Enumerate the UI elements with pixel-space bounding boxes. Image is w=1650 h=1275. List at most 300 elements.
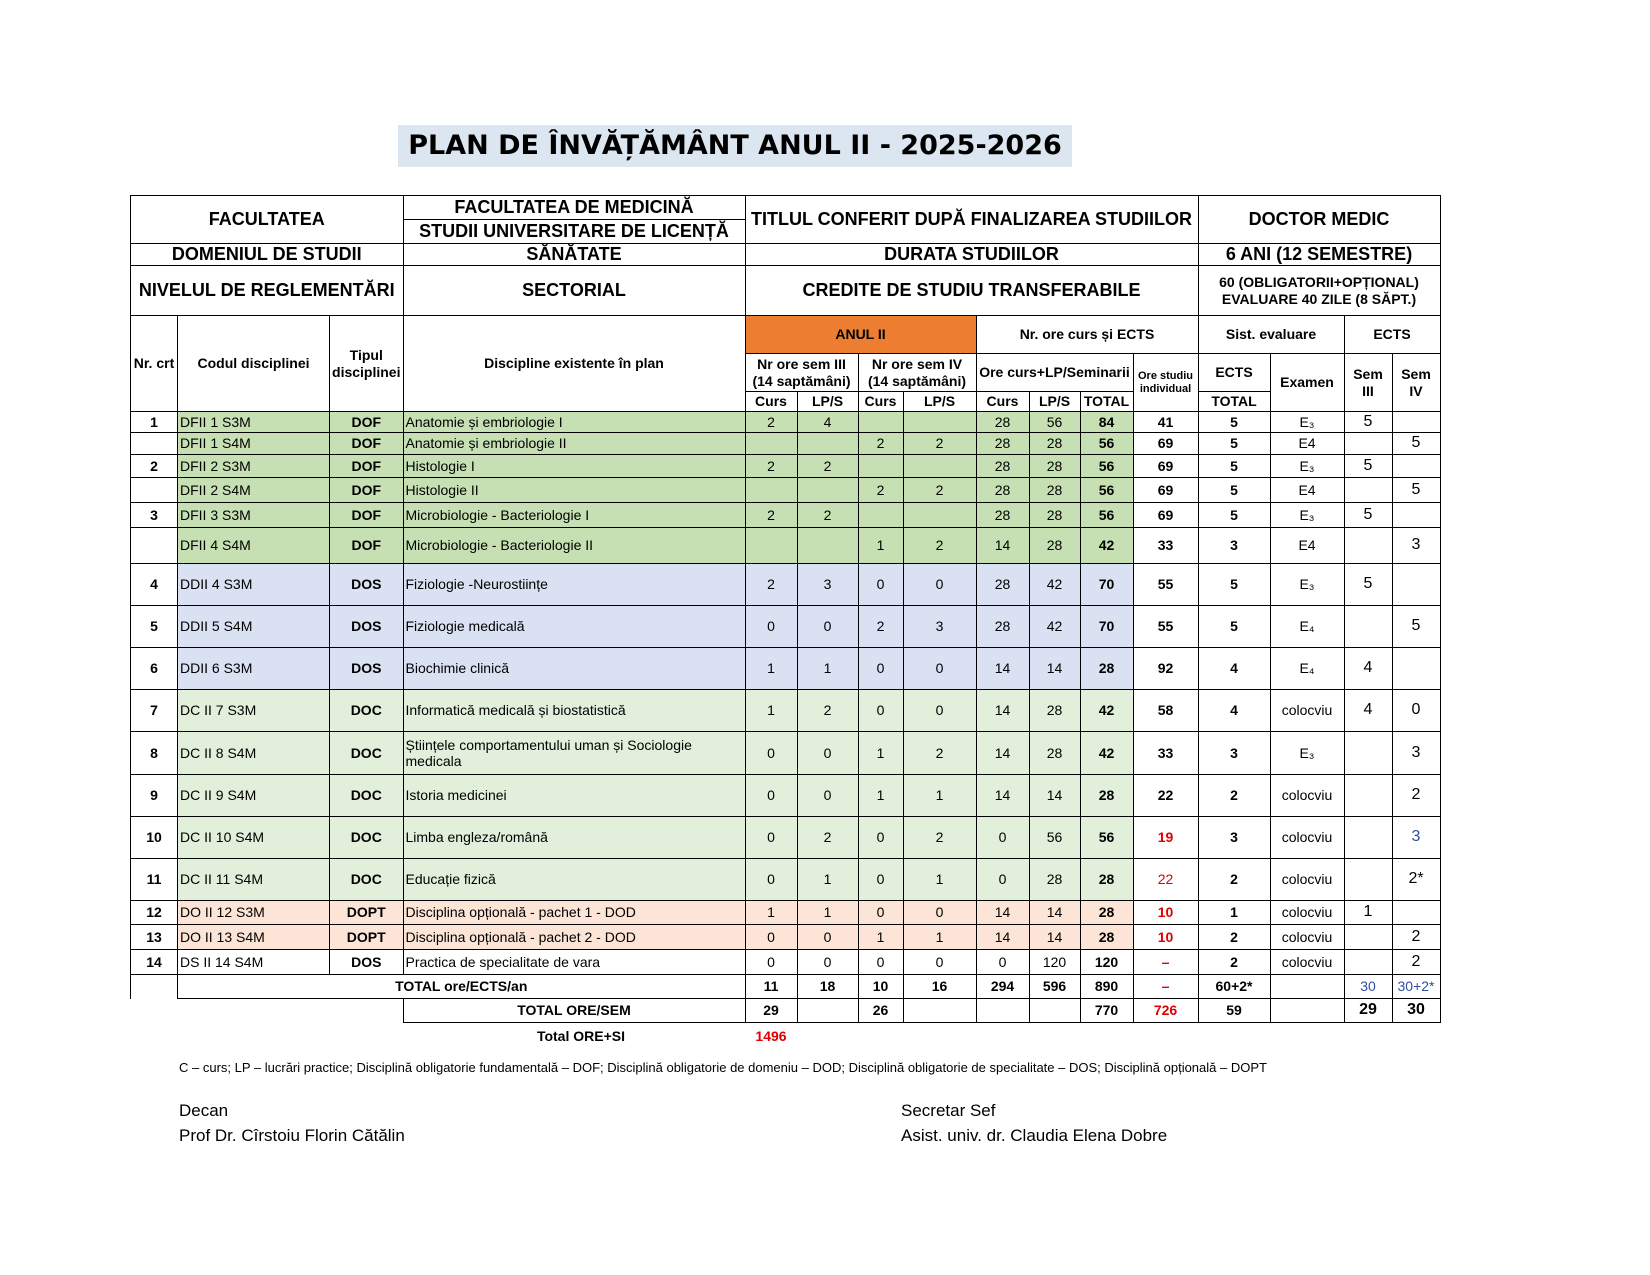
discipline-name: Biochimie clinică xyxy=(403,648,745,690)
table-row xyxy=(131,925,1441,950)
hours-s3c xyxy=(745,528,797,564)
discipline-type: DOS xyxy=(330,648,404,690)
exam-type: E₃ xyxy=(1270,503,1344,528)
totals-year-row xyxy=(131,975,1441,999)
totals-year-curs: 294 xyxy=(976,975,1029,999)
discipline-name: Fiziologie medicală xyxy=(403,606,745,648)
header-tip: Tipul disciplinei xyxy=(330,316,404,412)
totals-sem-row xyxy=(131,999,1441,1023)
exam-type: E₄ xyxy=(1270,606,1344,648)
hours-s4l: 2 xyxy=(903,478,976,503)
facultatea-value: FACULTATEA DE MEDICINĂ xyxy=(403,196,745,220)
header-s4-curs: Curs xyxy=(858,392,903,412)
empty-cell xyxy=(1270,999,1344,1023)
hours-total: 28 xyxy=(1080,925,1133,950)
hours-lps: 28 xyxy=(1029,690,1080,732)
discipline-code: DFII 3 S3M xyxy=(178,503,330,528)
row-number: 14 xyxy=(131,950,178,975)
discipline-type: DOF xyxy=(330,503,404,528)
studii-value: STUDII UNIVERSITARE DE LICENȚĂ xyxy=(403,220,745,244)
credite-label: CREDITE DE STUDIU TRANSFERABILE xyxy=(745,266,1198,316)
discipline-code: DFII 4 S4M xyxy=(178,528,330,564)
discipline-type: DOPT xyxy=(330,925,404,950)
durata-label: DURATA STUDIILOR xyxy=(745,244,1198,266)
header-anul: ANUL II xyxy=(745,316,976,354)
spacer xyxy=(131,999,404,1023)
hours-s3l: 0 xyxy=(797,950,858,975)
hours-total: 42 xyxy=(1080,528,1133,564)
table-row xyxy=(131,859,1441,901)
header-nr-ore: Nr. ore curs și ECTS xyxy=(976,316,1198,354)
totals-sem-total: 770 xyxy=(1080,999,1133,1023)
hours-curs: 28 xyxy=(976,433,1029,455)
hours-s4l: 0 xyxy=(903,950,976,975)
individual-study: 33 xyxy=(1133,732,1198,775)
discipline-type: DOF xyxy=(330,455,404,478)
ects-sem4: 2 xyxy=(1392,775,1440,817)
ects-sem3: 5 xyxy=(1344,455,1392,478)
hours-curs: 14 xyxy=(976,648,1029,690)
header-sist-evaluare: Sist. evaluare xyxy=(1198,316,1344,354)
ects-total: 4 xyxy=(1198,690,1270,732)
hours-s4l: 0 xyxy=(903,690,976,732)
discipline-name: Limba engleza/română xyxy=(403,817,745,859)
row-number: 13 xyxy=(131,925,178,950)
hours-s3c xyxy=(745,433,797,455)
ects-total: 5 xyxy=(1198,455,1270,478)
individual-study: 19 xyxy=(1133,817,1198,859)
individual-study: 33 xyxy=(1133,528,1198,564)
hours-s4c xyxy=(858,412,903,433)
header-sem-iii: Sem III xyxy=(1344,354,1392,412)
ects-sem3: 1 xyxy=(1344,901,1392,925)
hours-s4c: 1 xyxy=(858,732,903,775)
header-ects: ECTS xyxy=(1344,316,1440,354)
header-nr: Nr. crt xyxy=(131,316,178,412)
signature-left xyxy=(179,1098,405,1148)
nivelul-value: SECTORIAL xyxy=(403,266,745,316)
hours-s3l: 0 xyxy=(797,606,858,648)
discipline-type: DOPT xyxy=(330,901,404,925)
table-row xyxy=(131,503,1441,528)
hours-s4l xyxy=(903,455,976,478)
table-row xyxy=(131,433,1441,455)
hours-lps: 28 xyxy=(1029,503,1080,528)
signature-right xyxy=(901,1098,1167,1148)
header-curs: Curs xyxy=(976,392,1029,412)
ects-sem3: 5 xyxy=(1344,412,1392,433)
table-row xyxy=(131,478,1441,503)
hours-lps: 14 xyxy=(1029,925,1080,950)
individual-study: 58 xyxy=(1133,690,1198,732)
exam-type: E₃ xyxy=(1270,732,1344,775)
hours-total: 56 xyxy=(1080,478,1133,503)
hours-s3l xyxy=(797,528,858,564)
hours-s3c: 1 xyxy=(745,690,797,732)
hours-s3l xyxy=(797,433,858,455)
row-number: 3 xyxy=(131,503,178,528)
hours-s3c: 0 xyxy=(745,732,797,775)
durata-value: 6 ANI (12 SEMESTRE) xyxy=(1198,244,1440,266)
hours-curs: 28 xyxy=(976,503,1029,528)
hours-s4l: 1 xyxy=(903,925,976,950)
hours-s4l: 0 xyxy=(903,648,976,690)
dean-name: Prof Dr. Cîrstoiu Florin Cătălin xyxy=(179,1126,405,1145)
table-row xyxy=(131,564,1441,606)
table-row xyxy=(131,606,1441,648)
row-number: 8 xyxy=(131,732,178,775)
ects-total: 5 xyxy=(1198,564,1270,606)
totals-year-s4l: 16 xyxy=(903,975,976,999)
discipline-name: Practica de specialitate de vara xyxy=(403,950,745,975)
ects-sem4: 2 xyxy=(1392,950,1440,975)
discipline-type: DOC xyxy=(330,775,404,817)
exam-type: colocviu xyxy=(1270,925,1344,950)
exam-type: E4 xyxy=(1270,478,1344,503)
ects-sem4 xyxy=(1392,901,1440,925)
hours-lps: 120 xyxy=(1029,950,1080,975)
legend: C – curs; LP – lucrări practice; Disciplină obligatorie fundamentală – DOF; Disciplină obligatorie de domeniu – DOD; Disciplină obligatorie de specialitate – DOS; Disciplină opțională – DOPT xyxy=(179,1060,1267,1075)
table-row xyxy=(131,950,1441,975)
discipline-type: DOF xyxy=(330,412,404,433)
totals-year-sem4: 30+2* xyxy=(1392,975,1440,999)
discipline-name: Anatomie și embriologie I xyxy=(403,412,745,433)
ects-sem3: 5 xyxy=(1344,503,1392,528)
ects-sem4 xyxy=(1392,564,1440,606)
discipline-name: Istoria medicinei xyxy=(403,775,745,817)
ects-sem3 xyxy=(1344,732,1392,775)
ects-sem3: 4 xyxy=(1344,690,1392,732)
individual-study: 55 xyxy=(1133,606,1198,648)
exam-type: E₃ xyxy=(1270,455,1344,478)
hours-total: 28 xyxy=(1080,859,1133,901)
hours-curs: 14 xyxy=(976,901,1029,925)
curriculum-table xyxy=(130,195,1441,1049)
ects-sem4: 3 xyxy=(1392,732,1440,775)
total-ore-si-value: 1496 xyxy=(755,1027,787,1044)
hours-lps: 28 xyxy=(1029,478,1080,503)
totals-sem-ects: 59 xyxy=(1198,999,1270,1023)
secretary-name: Asist. univ. dr. Claudia Elena Dobre xyxy=(901,1126,1168,1145)
ects-total: 2 xyxy=(1198,859,1270,901)
table-row xyxy=(131,412,1441,433)
hours-s4c: 0 xyxy=(858,950,903,975)
row-number: 5 xyxy=(131,606,178,648)
nivelul-label: NIVELUL DE REGLEMENTĂRI xyxy=(131,266,404,316)
individual-study: 69 xyxy=(1133,455,1198,478)
ects-sem4: 3 xyxy=(1392,817,1440,859)
ects-total: 5 xyxy=(1198,606,1270,648)
totals-sem-studiu: 726 xyxy=(1133,999,1198,1023)
header-lps: LP/S xyxy=(1029,392,1080,412)
discipline-type: DOS xyxy=(330,564,404,606)
row-number: 12 xyxy=(131,901,178,925)
hours-s4c: 0 xyxy=(858,859,903,901)
spacer xyxy=(797,1023,1440,1049)
ects-sem4: 5 xyxy=(1392,478,1440,503)
ects-total: 5 xyxy=(1198,412,1270,433)
hours-s3l: 2 xyxy=(797,455,858,478)
totals-year-total: 890 xyxy=(1080,975,1133,999)
discipline-code: DC II 9 S4M xyxy=(178,775,330,817)
hours-curs: 28 xyxy=(976,412,1029,433)
totals-year-ects: 60+2* xyxy=(1198,975,1270,999)
exam-type: colocviu xyxy=(1270,775,1344,817)
discipline-name: Informatică medicală și biostatistică xyxy=(403,690,745,732)
discipline-type: DOC xyxy=(330,859,404,901)
discipline-name: Anatomie și embriologie II xyxy=(403,433,745,455)
discipline-code: DFII 2 S3M xyxy=(178,455,330,478)
hours-curs: 28 xyxy=(976,606,1029,648)
ects-total: 1 xyxy=(1198,901,1270,925)
ects-sem4: 3 xyxy=(1392,528,1440,564)
page-title: PLAN DE ÎNVĂȚĂMÂNT ANUL II - 2025-2026 xyxy=(398,125,1072,167)
hours-total: 42 xyxy=(1080,732,1133,775)
discipline-name: Histologie I xyxy=(403,455,745,478)
hours-s4l: 2 xyxy=(903,732,976,775)
hours-curs: 28 xyxy=(976,478,1029,503)
header-discipline: Discipline existente în plan xyxy=(403,316,745,412)
totals-year-s4c: 10 xyxy=(858,975,903,999)
hours-s4l: 2 xyxy=(903,433,976,455)
ects-total: 4 xyxy=(1198,648,1270,690)
credite-value-line1: 60 (OBLIGATORII+OPȚIONAL) xyxy=(1219,274,1419,291)
discipline-type: DOC xyxy=(330,690,404,732)
discipline-type: DOF xyxy=(330,433,404,455)
ects-total: 5 xyxy=(1198,478,1270,503)
hours-s4c: 0 xyxy=(858,901,903,925)
discipline-name: Educație fizică xyxy=(403,859,745,901)
discipline-name: Fiziologie -Neurostiințe xyxy=(403,564,745,606)
ects-sem3 xyxy=(1344,925,1392,950)
hours-s3c: 2 xyxy=(745,412,797,433)
hours-s3c: 0 xyxy=(745,950,797,975)
hours-s3c: 2 xyxy=(745,455,797,478)
ects-sem3 xyxy=(1344,433,1392,455)
hours-lps: 28 xyxy=(1029,528,1080,564)
ects-sem4 xyxy=(1392,455,1440,478)
hours-s4l: 3 xyxy=(903,606,976,648)
totals-sem-sem3: 29 xyxy=(1344,999,1392,1023)
ects-total: 2 xyxy=(1198,950,1270,975)
hours-s4c xyxy=(858,455,903,478)
ects-sem3 xyxy=(1344,859,1392,901)
table-row xyxy=(131,775,1441,817)
domeniul-label: DOMENIUL DE STUDII xyxy=(131,244,404,266)
hours-s3l: 4 xyxy=(797,412,858,433)
hours-curs: 14 xyxy=(976,775,1029,817)
hours-s4c: 0 xyxy=(858,564,903,606)
hours-lps: 28 xyxy=(1029,859,1080,901)
hours-s4l: 0 xyxy=(903,564,976,606)
hours-lps: 56 xyxy=(1029,412,1080,433)
hours-s3c: 1 xyxy=(745,648,797,690)
hours-s3c: 0 xyxy=(745,817,797,859)
hours-s4c: 0 xyxy=(858,817,903,859)
discipline-code: DC II 7 S3M xyxy=(178,690,330,732)
row-number xyxy=(131,433,178,455)
hours-s4l: 0 xyxy=(903,901,976,925)
exam-type: colocviu xyxy=(1270,690,1344,732)
hours-s4l: 2 xyxy=(903,817,976,859)
ects-sem4: 2* xyxy=(1392,859,1440,901)
totals-sem-s3: 29 xyxy=(745,999,797,1023)
discipline-code: DDII 6 S3M xyxy=(178,648,330,690)
individual-study: 69 xyxy=(1133,478,1198,503)
hours-lps: 28 xyxy=(1029,732,1080,775)
header-cod: Codul disciplinei xyxy=(178,316,330,412)
exam-type: colocviu xyxy=(1270,950,1344,975)
empty-cell xyxy=(797,999,858,1023)
hours-total: 70 xyxy=(1080,606,1133,648)
hours-curs: 14 xyxy=(976,690,1029,732)
hours-s3l: 3 xyxy=(797,564,858,606)
hours-s4l: 1 xyxy=(903,775,976,817)
exam-type: colocviu xyxy=(1270,859,1344,901)
discipline-code: DC II 11 S4M xyxy=(178,859,330,901)
ects-sem3 xyxy=(1344,606,1392,648)
totals-year-s3c: 11 xyxy=(745,975,797,999)
ects-sem3 xyxy=(1344,775,1392,817)
table-row xyxy=(131,455,1441,478)
hours-total: 56 xyxy=(1080,817,1133,859)
ects-sem3: 5 xyxy=(1344,564,1392,606)
ects-total: 5 xyxy=(1198,503,1270,528)
table-row xyxy=(131,648,1441,690)
hours-s4c: 1 xyxy=(858,775,903,817)
ects-sem4: 0 xyxy=(1392,690,1440,732)
hours-curs: 0 xyxy=(976,950,1029,975)
totals-year-lps: 596 xyxy=(1029,975,1080,999)
discipline-type: DOC xyxy=(330,817,404,859)
header-s3-lps: LP/S xyxy=(797,392,858,412)
totals-year-studiu: – xyxy=(1133,975,1198,999)
hours-s4l xyxy=(903,503,976,528)
header-ects-total: TOTAL xyxy=(1198,392,1270,412)
discipline-code: DO II 12 S3M xyxy=(178,901,330,925)
hours-s4c: 2 xyxy=(858,606,903,648)
empty-cell xyxy=(976,999,1029,1023)
totals-sem-s4: 26 xyxy=(858,999,903,1023)
hours-curs: 0 xyxy=(976,817,1029,859)
row-number xyxy=(131,478,178,503)
hours-total: 84 xyxy=(1080,412,1133,433)
ects-total: 2 xyxy=(1198,925,1270,950)
hours-s3l: 1 xyxy=(797,859,858,901)
hours-lps: 56 xyxy=(1029,817,1080,859)
hours-total: 28 xyxy=(1080,648,1133,690)
hours-s4l: 2 xyxy=(903,528,976,564)
hours-s4c xyxy=(858,503,903,528)
row-number: 4 xyxy=(131,564,178,606)
hours-s3l: 1 xyxy=(797,648,858,690)
row-number xyxy=(131,528,178,564)
totals-year-label: TOTAL ore/ECTS/an xyxy=(178,975,746,999)
exam-type: E4 xyxy=(1270,528,1344,564)
hours-s3l: 0 xyxy=(797,925,858,950)
hours-s4c: 1 xyxy=(858,925,903,950)
hours-s4l xyxy=(903,412,976,433)
discipline-type: DOF xyxy=(330,528,404,564)
hours-curs: 28 xyxy=(976,455,1029,478)
header-examen: Examen xyxy=(1270,354,1344,412)
discipline-type: DOS xyxy=(330,606,404,648)
discipline-name: Științele comportamentului uman și Sociologie medicala xyxy=(403,732,745,775)
ects-total: 3 xyxy=(1198,732,1270,775)
header-sem4: Nr ore sem IV (14 saptămâni) xyxy=(858,354,976,392)
row-number: 7 xyxy=(131,690,178,732)
hours-total: 56 xyxy=(1080,433,1133,455)
ects-sem4: 5 xyxy=(1392,433,1440,455)
row-number: 1 xyxy=(131,412,178,433)
discipline-name: Microbiologie - Bacteriologie II xyxy=(403,528,745,564)
discipline-name: Disciplina opțională - pachet 2 - DOD xyxy=(403,925,745,950)
hours-total: 70 xyxy=(1080,564,1133,606)
header-studiu: Ore studiu individual xyxy=(1133,354,1198,412)
hours-s3c: 0 xyxy=(745,859,797,901)
discipline-name: Disciplina opțională - pachet 1 - DOD xyxy=(403,901,745,925)
totals-sem-sem4: 30 xyxy=(1392,999,1440,1023)
individual-study: 55 xyxy=(1133,564,1198,606)
discipline-code: DDII 4 S3M xyxy=(178,564,330,606)
spacer xyxy=(131,975,178,999)
row-number: 9 xyxy=(131,775,178,817)
header-s4-lps: LP/S xyxy=(903,392,976,412)
hours-total: 28 xyxy=(1080,775,1133,817)
hours-s4c: 2 xyxy=(858,433,903,455)
hours-curs: 14 xyxy=(976,925,1029,950)
dean-role: Decan xyxy=(179,1101,229,1120)
discipline-code: DDII 5 S4M xyxy=(178,606,330,648)
totals-year-s3l: 18 xyxy=(797,975,858,999)
discipline-type: DOF xyxy=(330,478,404,503)
hours-s3l: 1 xyxy=(797,901,858,925)
hours-lps: 42 xyxy=(1029,564,1080,606)
hours-s3l xyxy=(797,478,858,503)
ects-sem4 xyxy=(1392,648,1440,690)
empty-cell xyxy=(1270,975,1344,999)
individual-study: – xyxy=(1133,950,1198,975)
exam-type: E4 xyxy=(1270,433,1344,455)
header-total: TOTAL xyxy=(1080,392,1133,412)
header-ects-sub: ECTS xyxy=(1198,354,1270,392)
exam-type: E₃ xyxy=(1270,564,1344,606)
hours-s3l: 0 xyxy=(797,732,858,775)
empty-cell xyxy=(903,999,976,1023)
empty-cell xyxy=(1029,999,1080,1023)
ects-total: 5 xyxy=(1198,433,1270,455)
table-row xyxy=(131,732,1441,775)
titlul-value: DOCTOR MEDIC xyxy=(1198,196,1440,244)
hours-s3l: 2 xyxy=(797,503,858,528)
hours-s3c: 0 xyxy=(745,775,797,817)
discipline-code: DC II 8 S4M xyxy=(178,732,330,775)
table-row xyxy=(131,690,1441,732)
hours-s3c xyxy=(745,478,797,503)
individual-study: 10 xyxy=(1133,925,1198,950)
hours-total: 56 xyxy=(1080,455,1133,478)
hours-lps: 14 xyxy=(1029,775,1080,817)
ects-total: 2 xyxy=(1198,775,1270,817)
total-ore-si-row xyxy=(131,1023,1441,1049)
discipline-code: DFII 1 S4M xyxy=(178,433,330,455)
ects-sem4: 2 xyxy=(1392,925,1440,950)
titlul-label: TITLUL CONFERIT DUPĂ FINALIZAREA STUDIILOR xyxy=(745,196,1198,244)
header-sem3: Nr ore sem III (14 saptămâni) xyxy=(745,354,858,392)
discipline-name: Microbiologie - Bacteriologie I xyxy=(403,503,745,528)
individual-study: 10 xyxy=(1133,901,1198,925)
header-ore-curs: Ore curs+LP/Seminarii xyxy=(976,354,1133,392)
